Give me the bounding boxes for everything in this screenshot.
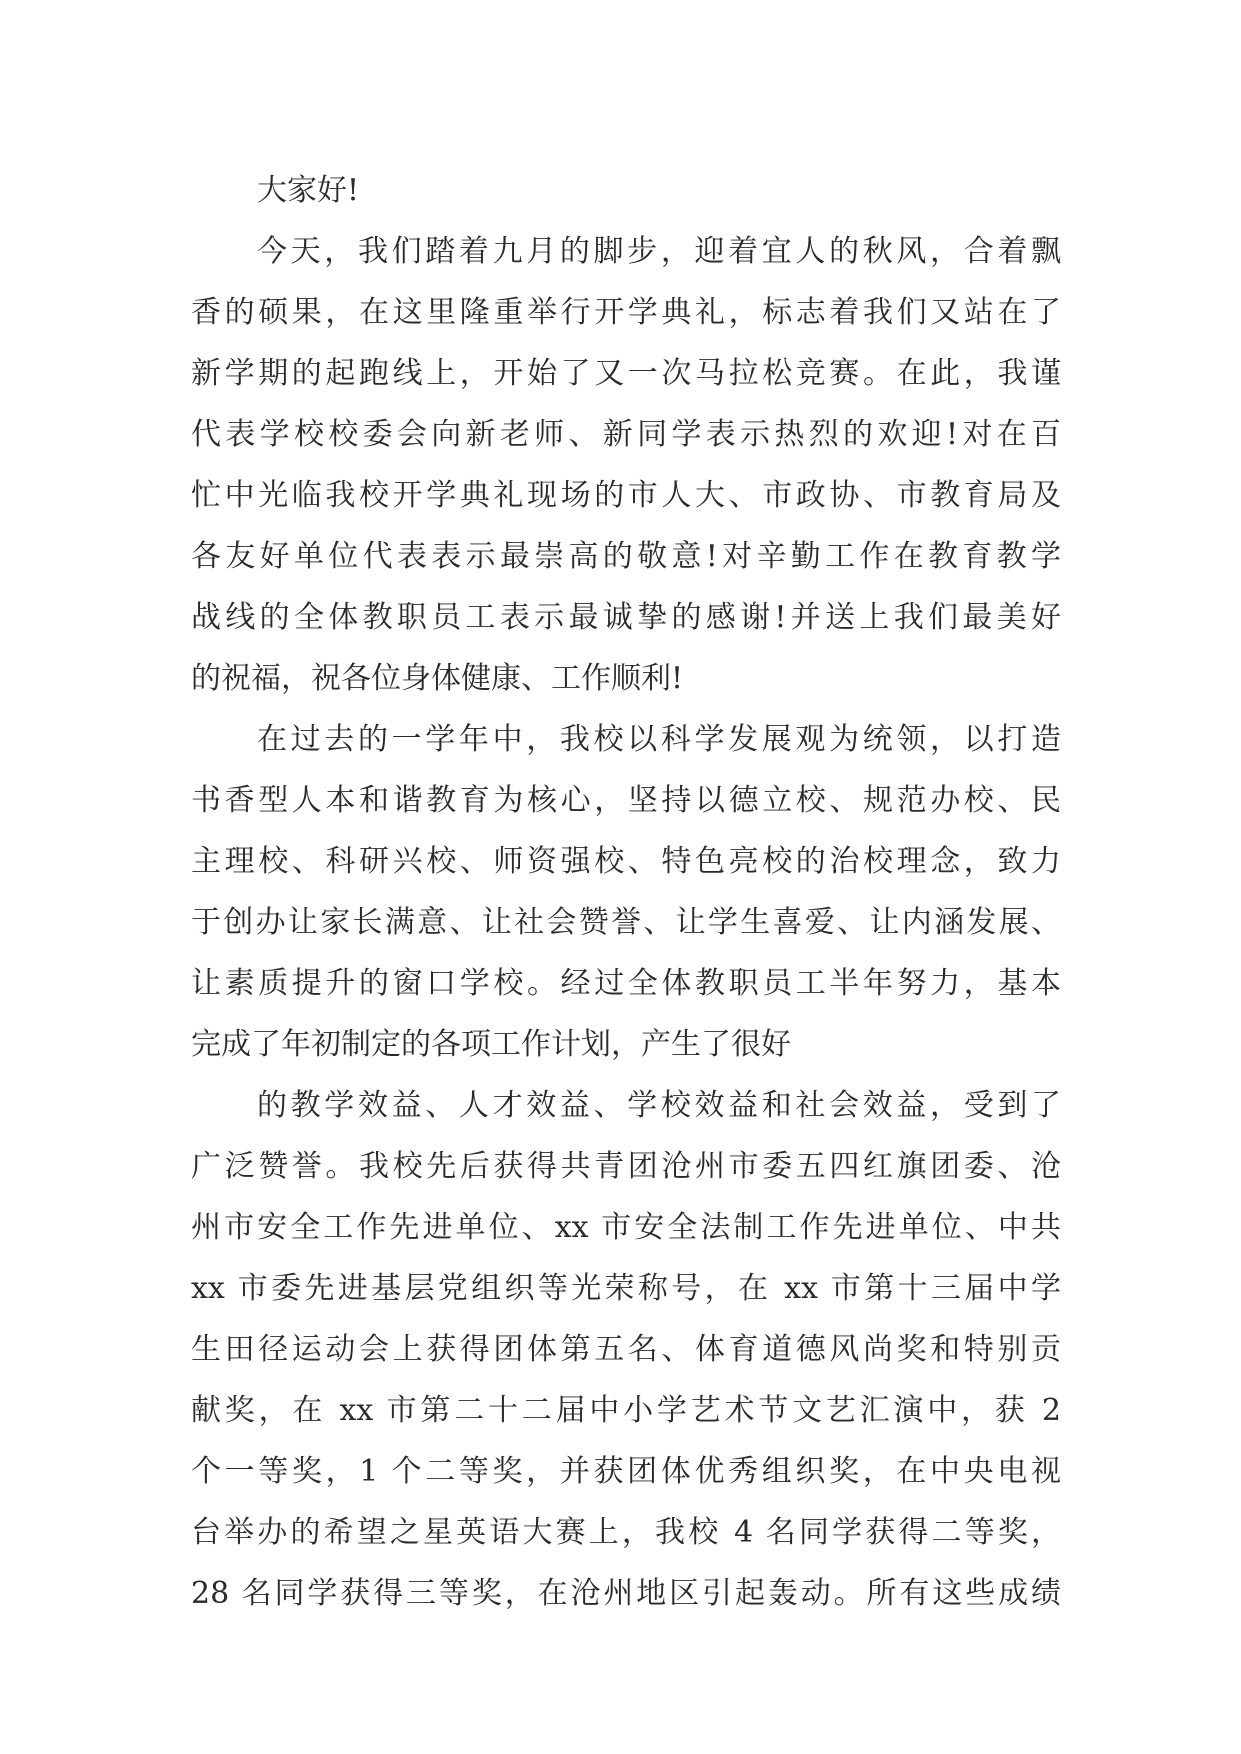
text-line: 个一等奖，1 个二等奖，并获团体优秀组织奖，在中央电视 <box>191 1454 1061 1489</box>
body-text <box>191 160 1061 1624</box>
text-line: 书香型人本和谐教育为核心，坚持以德立校、规范办校、民 <box>191 783 1061 818</box>
text-line: 州市安全工作先进单位、xx 市安全法制工作先进单位、中共 <box>191 1210 1061 1245</box>
text-line: 广泛赞誉。我校先后获得共青团沧州市委五四红旗团委、沧 <box>191 1149 1061 1184</box>
text-line: 的祝福，祝各位身体健康、工作顺利! <box>191 661 684 696</box>
text-line: 在过去的一学年中，我校以科学发展观为统领，以打造 <box>257 722 1061 757</box>
text-line: 代表学校校委会向新老师、新同学表示热烈的欢迎!对在百 <box>191 417 1061 452</box>
text-line: xx 市委先进基层党组织等光荣称号，在 xx 市第十三届中学 <box>191 1271 1061 1306</box>
text-line: 新学期的起跑线上，开始了又一次马拉松竞赛。在此，我谨 <box>191 356 1061 391</box>
text-line: 于创办让家长满意、让社会赞誉、让学生喜爱、让内涵发展、 <box>191 905 1061 940</box>
text-line: 的教学效益、人才效益、学校效益和社会效益，受到了 <box>257 1088 1061 1123</box>
text-line: 主理校、科研兴校、师资强校、特色亮校的治校理念，致力 <box>191 844 1061 879</box>
text-line: 让素质提升的窗口学校。经过全体教职员工半年努力，基本 <box>191 966 1061 1001</box>
text-line: 各友好单位代表表示最崇高的敬意!对辛勤工作在教育教学 <box>191 539 1061 574</box>
text-line: 今天，我们踏着九月的脚步，迎着宜人的秋风，合着飘 <box>257 234 1061 269</box>
text-line: 生田径运动会上获得团体第五名、体育道德风尚奖和特别贡 <box>191 1332 1061 1367</box>
text-line: 战线的全体教职员工表示最诚挚的感谢!并送上我们最美好 <box>191 600 1061 635</box>
text-line: 完成了年初制定的各项工作计划，产生了很好 <box>191 1027 791 1062</box>
text-line: 忙中光临我校开学典礼现场的市人大、市政协、市教育局及 <box>191 478 1061 513</box>
text-line: 台举办的希望之星英语大赛上，我校 4 名同学获得二等奖， <box>191 1515 1061 1550</box>
text-line: 献奖，在 xx 市第二十二届中小学艺术节文艺汇演中，获 2 <box>191 1393 1061 1428</box>
text-line-greeting: 大家好! <box>257 173 360 208</box>
text-line: 香的硕果，在这里隆重举行开学典礼，标志着我们又站在了 <box>191 295 1061 330</box>
text-line: 28 名同学获得三等奖，在沧州地区引起轰动。所有这些成绩 <box>191 1576 1061 1611</box>
